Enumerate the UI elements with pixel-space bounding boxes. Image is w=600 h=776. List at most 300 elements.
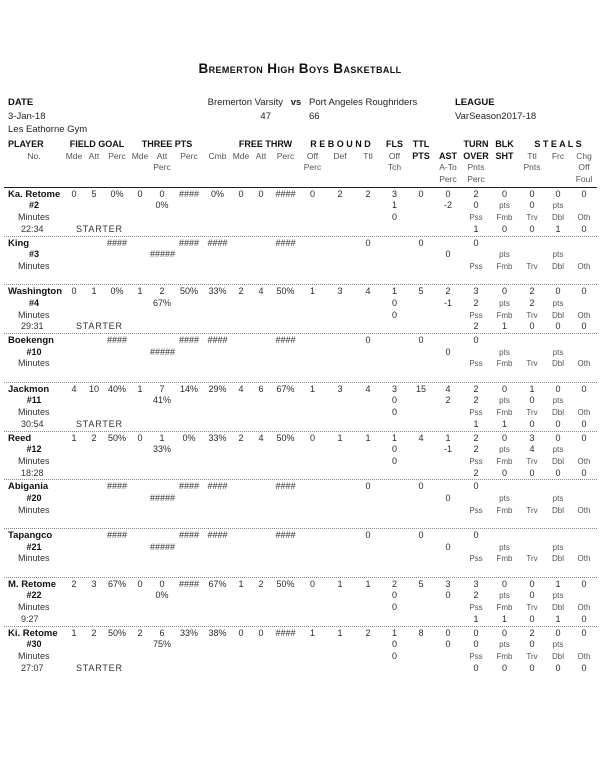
player-number: #3	[28, 249, 39, 260]
stat-cell: 33%	[179, 627, 198, 638]
stat-cell: 0	[238, 627, 244, 638]
pts-unit-label: pts	[499, 250, 510, 260]
minutes-label: Minutes	[18, 650, 50, 661]
turnover-type-label: Pss	[469, 456, 483, 466]
stat-cell: 2	[91, 627, 97, 638]
stat-cell: 5	[91, 188, 97, 199]
stat-cell: 0	[391, 444, 397, 455]
turnover-type-label: Oth	[577, 554, 591, 564]
header-cell: BLK	[495, 139, 514, 149]
header-cell: Foul	[575, 174, 593, 185]
turnover-type-label: Dbl	[551, 554, 564, 564]
pts-unit-label: pts	[552, 250, 564, 260]
stat-cell: 0	[581, 223, 587, 234]
turnover-type-label: Fmb	[496, 554, 513, 564]
stat-cell: 50%	[107, 432, 126, 443]
starter-label: STARTER	[76, 321, 123, 332]
minutes-label: Minutes	[18, 358, 50, 369]
starter-label: STARTER	[76, 418, 123, 429]
stat-cell: 0	[555, 418, 561, 429]
stat-cell: 0	[137, 578, 143, 589]
stat-cell: 0	[473, 662, 479, 673]
stat-cell: ####	[275, 188, 296, 199]
minutes-label: Minutes	[18, 309, 50, 320]
empty-line	[4, 565, 64, 577]
pts-unit-label: pts	[552, 445, 564, 455]
turnover-type-label: Fmb	[496, 310, 513, 320]
header-cell: Perc	[439, 174, 457, 185]
stat-cell: 3	[445, 578, 451, 589]
turnover-type-label: Oth	[577, 408, 591, 418]
player-name: M. Retome	[8, 578, 57, 590]
minutes-label: Minutes	[18, 602, 50, 613]
stat-cell: ####	[207, 481, 228, 492]
turnover-type-label: Dbl	[551, 505, 564, 515]
stat-cell: 1	[71, 627, 77, 638]
turnover-type-label: Trv	[526, 603, 538, 613]
stat-cell: 2	[91, 432, 97, 443]
stat-cell: 0	[529, 200, 535, 211]
turnover-type-label: Fmb	[496, 456, 513, 466]
stat-cell: ####	[178, 481, 200, 492]
stat-cell: 0	[529, 223, 535, 234]
stat-cell: 0	[365, 237, 371, 248]
pts-unit-label: pts	[552, 298, 564, 308]
header-cell: Perc	[467, 174, 485, 185]
stat-cell: 0	[309, 432, 315, 443]
stat-cell: 2	[445, 286, 451, 297]
header-cell: Perc	[108, 150, 126, 161]
player-block	[4, 382, 597, 431]
stat-cell: 1	[473, 613, 479, 624]
stat-cell: 0%	[110, 286, 124, 297]
stat-cell: 33%	[152, 444, 171, 455]
vs-label: vs	[290, 97, 302, 108]
venue: Les Eathorne Gym	[8, 124, 88, 135]
stat-cell: 0	[581, 188, 587, 199]
stat-cell: 1	[91, 286, 97, 297]
stat-cell: 2	[473, 467, 479, 478]
stat-cell: 0	[529, 418, 535, 429]
stat-cell: 5	[418, 286, 424, 297]
player-block	[4, 236, 597, 285]
stat-cell: 0	[445, 541, 451, 552]
stat-cell: 2	[365, 188, 371, 199]
header-cell: SHT	[495, 150, 514, 161]
header-cell: FREE THRW	[238, 139, 293, 149]
stat-cell: 0	[555, 188, 561, 199]
stat-cell: 0	[581, 578, 587, 589]
turnover-type-label: Trv	[526, 554, 538, 564]
stat-cell: 2	[473, 590, 479, 601]
stat-cell: 0	[365, 530, 371, 540]
stat-cell: 0	[418, 188, 424, 199]
turnover-type-label: Trv	[526, 213, 538, 223]
pts-unit-label: pts	[552, 347, 564, 357]
home-team: Bremerton Varsity	[207, 97, 283, 108]
stat-cell: 0	[473, 627, 479, 638]
stat-cell: 0	[473, 481, 479, 492]
header-cell: R E B O U N D	[310, 139, 371, 149]
stat-cell: 0	[529, 467, 535, 478]
stat-cell: ####	[207, 237, 228, 248]
stat-cell: 2	[473, 321, 479, 332]
stat-cell: 1	[337, 627, 343, 638]
stat-cell: 0	[391, 590, 397, 601]
player-name: Ki. Retome	[8, 627, 58, 639]
turnover-type-label: Fmb	[496, 213, 513, 223]
stat-cell: ####	[207, 335, 228, 345]
stat-cell: 4	[365, 383, 371, 394]
player-name: Ka. Retome	[8, 188, 61, 200]
header-cell: Cmb	[208, 150, 227, 161]
stat-cell: 0%	[182, 432, 196, 443]
stat-cell: 2	[473, 383, 479, 394]
header-cell: Off	[306, 150, 319, 161]
league-value: VarSeason2017-18	[455, 110, 537, 122]
stat-cell: 0	[418, 237, 424, 248]
empty-line	[4, 516, 64, 528]
player-number: #20	[26, 492, 42, 503]
stat-cell: 0	[529, 321, 535, 332]
stat-cell: ####	[106, 237, 128, 248]
minutes-label: Minutes	[18, 455, 50, 466]
stat-cell: 0%	[110, 188, 124, 199]
stat-cell: 0	[418, 481, 424, 492]
turnover-type-label: Pss	[469, 554, 483, 564]
stat-cell: 0	[529, 395, 535, 406]
header-cell: Att	[255, 150, 267, 161]
stat-cell: 1	[137, 383, 143, 394]
stat-cell: 3	[391, 383, 397, 394]
player-name: Boekengn	[8, 335, 54, 346]
stat-cell: 15	[415, 383, 426, 394]
stat-cell: 1	[137, 286, 143, 297]
stat-cell: 0	[501, 662, 507, 673]
turnover-type-label: Dbl	[551, 261, 564, 271]
turnover-type-label: Oth	[577, 213, 591, 223]
player-number: #4	[28, 297, 39, 308]
turnover-type-label: Trv	[526, 408, 538, 418]
header-cell: Frc	[551, 150, 565, 161]
stat-cell: 67%	[107, 578, 126, 589]
stat-cell: -2	[443, 200, 452, 211]
stat-cell: 3	[529, 432, 535, 443]
stat-cell: 1	[391, 286, 397, 297]
stat-cell: 1	[337, 432, 343, 443]
stat-cell: 0	[391, 455, 397, 466]
stat-cell: #####	[150, 541, 176, 552]
stat-cell: 0	[529, 613, 535, 624]
minutes-value: 29:31	[21, 321, 44, 332]
stat-cell: 4	[71, 383, 77, 394]
turnover-type-label: Trv	[526, 505, 538, 515]
stat-cell: 0	[581, 383, 587, 394]
stat-cell: 1	[337, 578, 343, 589]
starter-label: STARTER	[76, 223, 123, 234]
stat-cell: 40%	[107, 383, 126, 394]
pts-unit-label: pts	[499, 347, 510, 357]
header-cell: No.	[27, 150, 41, 161]
stat-cell: ####	[207, 530, 228, 540]
stat-cell: 1	[501, 321, 507, 332]
stat-cell: 0	[581, 286, 587, 297]
turnover-type-label: Oth	[577, 603, 591, 613]
stat-cell: 0	[473, 335, 479, 345]
stat-cell: 0	[581, 613, 587, 624]
header-cell: OVER	[463, 150, 489, 161]
stat-cell: 3	[337, 286, 343, 297]
pts-unit-label: pts	[499, 201, 510, 211]
stat-cell: 0	[391, 212, 397, 223]
stat-cell: 2	[473, 395, 479, 406]
stat-cell: 67%	[208, 578, 227, 589]
stat-cell: 0	[501, 432, 507, 443]
stat-cell: ####	[178, 188, 200, 199]
stat-cell: 14%	[179, 383, 198, 394]
turnover-type-label: Dbl	[551, 359, 564, 369]
player-number: #30	[26, 639, 42, 650]
stat-cell: 50%	[276, 432, 295, 443]
turnover-type-label: Pss	[469, 310, 483, 320]
header-cell: Ttl	[363, 150, 373, 161]
stat-cell: 2	[473, 444, 479, 455]
header-cell: Off	[578, 162, 590, 173]
player-number: #10	[26, 346, 42, 357]
stat-cell: 6	[159, 627, 165, 638]
stat-cell: 2	[529, 627, 535, 638]
stat-cell: 0	[555, 286, 561, 297]
stat-cell: 3	[391, 188, 397, 199]
stat-cell: 1	[473, 418, 479, 429]
pts-unit-label: pts	[552, 396, 564, 406]
turnover-type-label: Dbl	[551, 603, 564, 613]
stat-cell: 0	[581, 627, 587, 638]
stat-cell: 0	[501, 223, 507, 234]
date-value: 3-Jan-18	[8, 110, 46, 122]
stat-cell: 1	[555, 578, 561, 589]
stat-cell: 1	[473, 223, 479, 234]
stat-cell: 75%	[152, 639, 171, 650]
stat-cell: 38%	[208, 627, 227, 638]
turnover-type-label: Fmb	[496, 261, 513, 271]
stat-cell: 0	[581, 467, 587, 478]
turnover-type-label: Oth	[577, 456, 591, 466]
stat-cell: 5	[418, 578, 424, 589]
pts-unit-label: pts	[552, 542, 564, 552]
stat-cell: 1	[309, 627, 315, 638]
minutes-value: 30:54	[21, 418, 44, 429]
turnover-type-label: Dbl	[551, 456, 564, 466]
header-cell: TURN	[463, 139, 489, 149]
player-number: #21	[26, 541, 42, 552]
header-cell: Att	[88, 150, 100, 161]
stat-cell: ####	[178, 530, 200, 540]
stat-cell: 0	[391, 309, 397, 320]
turnover-type-label: Oth	[577, 651, 591, 661]
matchup	[113, 96, 509, 123]
stat-cell: 0	[581, 321, 587, 332]
stat-cell: 4	[258, 286, 264, 297]
pts-unit-label: pts	[552, 640, 564, 650]
stat-cell: 0	[258, 627, 264, 638]
pts-unit-label: pts	[499, 396, 510, 406]
header-cell: Perc	[153, 162, 171, 173]
stat-cell: #####	[150, 346, 176, 357]
stat-cell: 3	[337, 383, 343, 394]
stat-cell: 0	[365, 481, 371, 492]
stat-cell: 2	[365, 627, 371, 638]
stat-cell: 0	[501, 188, 507, 199]
stat-cell: 0	[473, 530, 479, 540]
stat-cell: ####	[106, 530, 128, 540]
stat-cell: 1	[309, 383, 315, 394]
stat-cell: 2	[529, 286, 535, 297]
stat-cell: 0%	[210, 188, 224, 199]
player-name: Jackmon	[8, 383, 50, 395]
stat-cell: 0	[137, 432, 143, 443]
turnover-type-label: Trv	[526, 261, 538, 271]
stat-cell: 1	[309, 286, 315, 297]
turnover-type-label: Fmb	[496, 603, 513, 613]
stat-cell: 4	[529, 444, 535, 455]
pts-unit-label: pts	[552, 201, 564, 211]
stat-cell: 0	[365, 335, 371, 345]
minutes-value: 27:07	[21, 662, 44, 673]
stat-cell: 0	[501, 286, 507, 297]
player-block	[4, 188, 597, 236]
stat-cell: 0	[391, 650, 397, 661]
header-cell: Off	[388, 150, 401, 161]
header-cell: Mde	[232, 150, 250, 161]
player-name: Washington	[8, 286, 62, 298]
table-header	[4, 139, 597, 188]
turnover-type-label: Pss	[469, 359, 483, 369]
player-block	[4, 626, 597, 675]
turnover-type-label: Oth	[577, 261, 591, 271]
stat-cell: 1	[238, 578, 244, 589]
page-title: Bremerton High Boys Basketball	[198, 61, 402, 76]
stat-cell: 0	[529, 662, 535, 673]
stat-cell: 2	[159, 286, 165, 297]
stat-cell: 0	[445, 188, 451, 199]
header-cell: Perc	[276, 150, 295, 161]
stat-cell: 4	[445, 383, 451, 394]
turnover-type-label: Fmb	[496, 505, 513, 515]
header-cell: Mde	[65, 150, 83, 161]
header-cell: Mde	[131, 150, 149, 161]
stat-cell: 0	[501, 383, 507, 394]
stat-cell: 1	[501, 418, 507, 429]
stat-cell: 0	[159, 578, 165, 589]
stat-cell: 0	[501, 467, 507, 478]
header-cell: PTS	[412, 150, 430, 161]
stat-cell: 0	[555, 321, 561, 332]
header-cell: Def	[333, 150, 347, 161]
stat-cell: 8	[418, 627, 424, 638]
stat-cell: ####	[178, 578, 200, 589]
header-cell: S T E A L S	[534, 139, 582, 149]
stat-cell: 0	[445, 627, 451, 638]
player-block	[4, 479, 597, 528]
stat-cell: 3	[473, 286, 479, 297]
stat-cell: 67%	[276, 383, 295, 394]
stat-cell: 0	[581, 418, 587, 429]
stat-cell: 1	[391, 432, 397, 443]
stat-cell: ####	[178, 335, 200, 345]
turnover-type-label: Pss	[469, 603, 483, 613]
stat-cell: 1	[365, 578, 371, 589]
player-block	[4, 528, 597, 577]
table-body	[4, 188, 597, 675]
turnover-type-label: Dbl	[551, 651, 564, 661]
stat-cell: 0	[473, 200, 479, 211]
stat-cell: 0	[445, 639, 451, 650]
stat-cell: -1	[443, 444, 452, 455]
stat-cell: ####	[275, 335, 296, 345]
stat-cell: 33%	[208, 432, 227, 443]
stat-cell: 2	[391, 578, 397, 589]
header-cell: Pnts	[523, 162, 541, 173]
minutes-label: Minutes	[18, 504, 50, 515]
stat-cell: 0	[529, 639, 535, 650]
stat-cell: 0	[258, 188, 264, 199]
stat-cell: 4	[418, 432, 424, 443]
pts-unit-label: pts	[552, 591, 564, 601]
league-block	[455, 96, 536, 123]
stat-cell: 2	[337, 188, 343, 199]
stat-cell: 7	[159, 383, 165, 394]
stat-cell: 0	[529, 188, 535, 199]
turnover-type-label: Trv	[526, 456, 538, 466]
stats-table	[4, 139, 597, 674]
turnover-type-label: Pss	[469, 213, 483, 223]
stat-cell: 3	[91, 578, 97, 589]
turnover-type-label: Pss	[469, 651, 483, 661]
starter-label: STARTER	[76, 662, 123, 673]
stat-cell: 0	[445, 492, 451, 503]
turnover-type-label: Oth	[577, 310, 591, 320]
stat-cell: 0	[418, 530, 424, 540]
stat-cell: 0	[529, 590, 535, 601]
header-cell: Perc	[303, 162, 322, 173]
turnover-type-label: Oth	[577, 359, 591, 369]
stat-cell: 0	[473, 639, 479, 650]
stat-cell: 50%	[276, 578, 295, 589]
date-label: DATE	[8, 97, 34, 108]
header-cell: THREE PTS	[141, 139, 193, 149]
stat-cell: 50%	[107, 627, 126, 638]
minutes-value: 9:27	[21, 613, 39, 624]
away-score: 66	[309, 110, 320, 122]
stat-cell: 2	[137, 627, 143, 638]
minutes-value: 18:28	[21, 467, 44, 478]
header-cell: TTL	[412, 139, 430, 149]
away-team: Port Angeles Roughriders	[309, 97, 418, 108]
player-name: Reed	[8, 432, 32, 444]
stat-cell: 0%	[155, 200, 169, 211]
stat-cell: 2	[529, 297, 535, 308]
header-cell: AST	[439, 150, 457, 161]
stat-cell: 1	[391, 200, 397, 211]
stat-cell: 1	[445, 432, 451, 443]
stat-cell: 2	[71, 578, 77, 589]
stat-cell: 0	[501, 627, 507, 638]
stat-cell: 4	[365, 286, 371, 297]
stat-cell: 0	[555, 662, 561, 673]
header-cell: Perc	[180, 150, 198, 161]
stat-cell: 0	[391, 602, 397, 613]
